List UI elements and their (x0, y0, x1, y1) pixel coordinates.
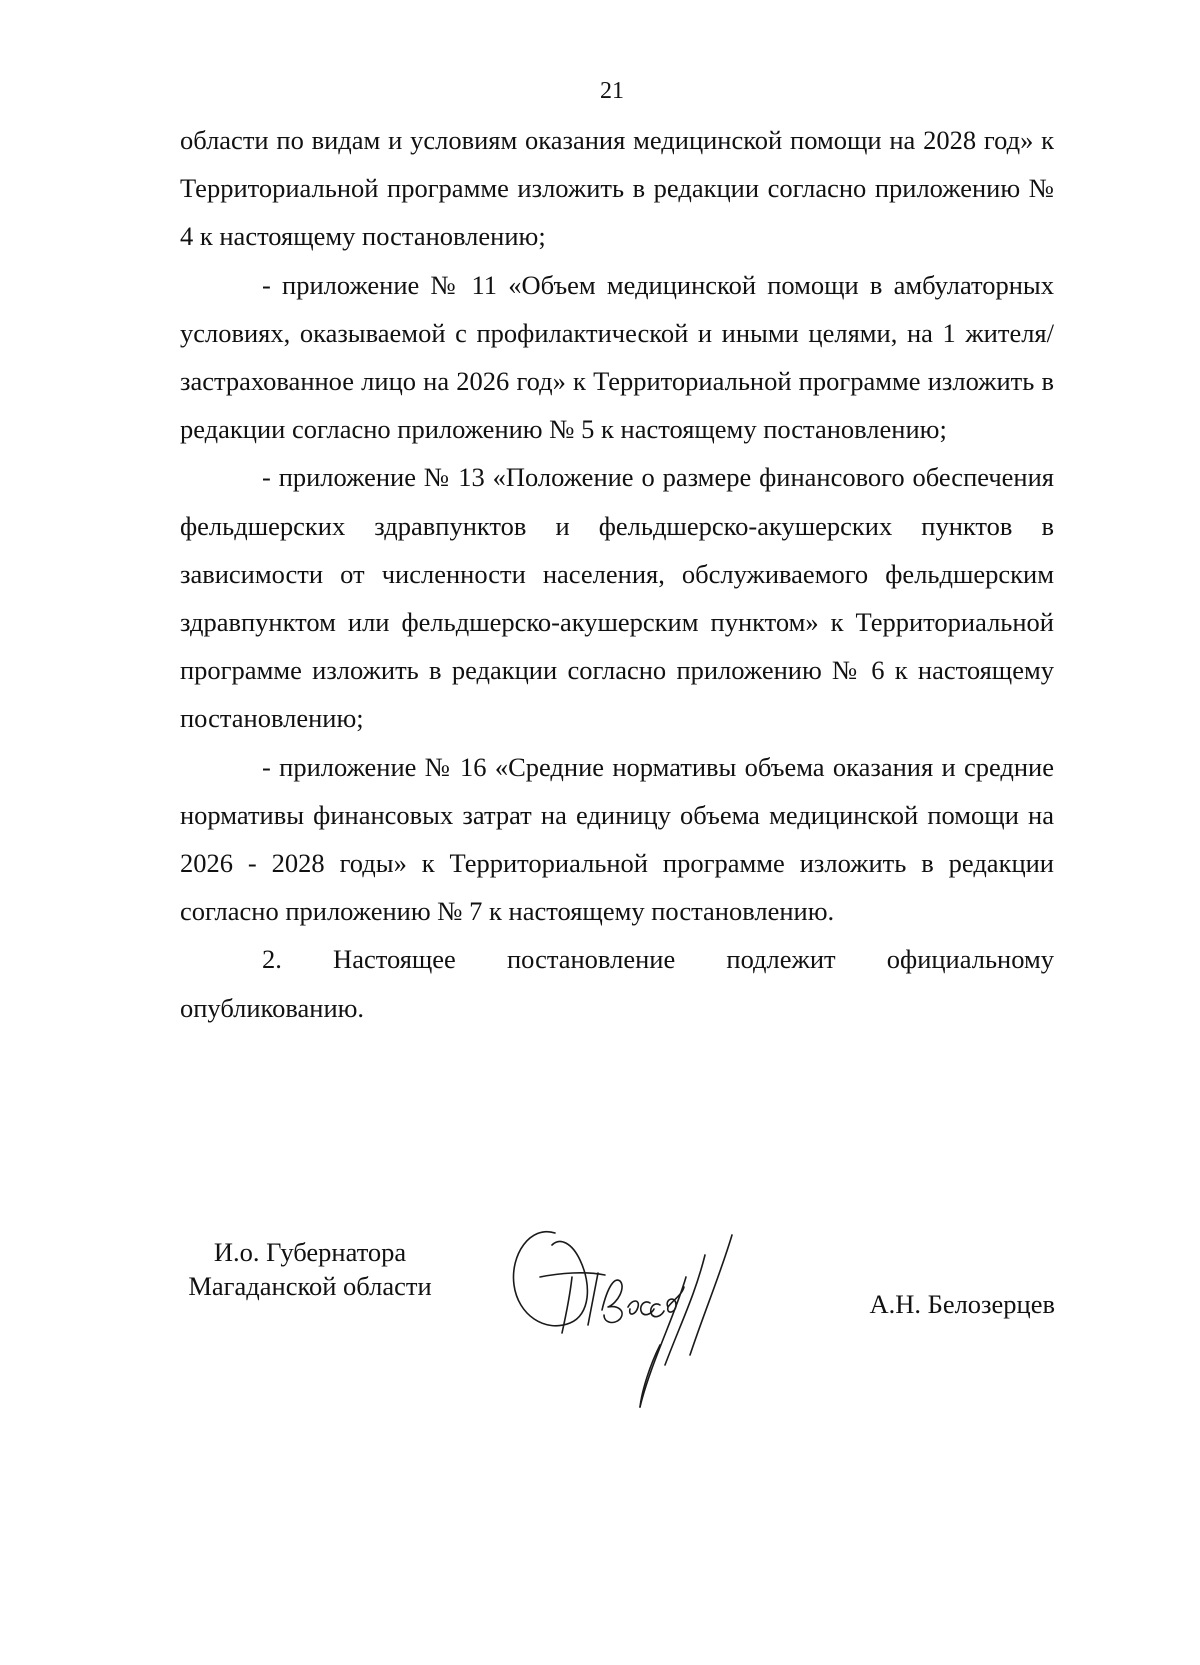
page-number: 21 (600, 78, 624, 104)
signer-position-line-2: Магаданской области (188, 1271, 432, 1301)
handwritten-signature (500, 1215, 790, 1415)
signer-position (180, 1235, 440, 1303)
paragraph-3: - приложение № 13 «Положение о размере финансового обеспечения фельдшерских здравпунктов и фельдшерско-акушерских пунктов в зависимости от численности населения, обслуживаемого фельдшерским здравпунктом или фельдшерско-акушерским пунктом» к Территориальной программе изложить в редакции согласно приложению № 6 к настоящему постановлению; (180, 462, 1054, 734)
signer-position-line-1: И.о. Губернатора (213, 1237, 407, 1267)
signature-block (0, 1235, 1200, 1435)
paragraph-2: - приложение № 11 «Объем медицинской помощи в амбулаторных условиях, оказываемой с профилактической и иными целями, на 1 жителя/застрахованное лицо на 2026 год» к Территориальной программе изложить в редакции согласно приложению № 5 к настоящему постановлению; (180, 269, 1054, 445)
paragraph-1: области по видам и условиям оказания медицинской помощи на 2028 год» к Территориальной программе изложить в редакции согласно приложению № 4 к настоящему постановлению; (180, 125, 1054, 252)
paragraph-4: - приложение № 16 «Средние нормативы объема оказания и средние нормативы финансовых затрат на единицу объема медицинской помощи на 2026 - 2028 годы» к Территориальной программе изложить в редакции согласно приложению № 7 к настоящему постановлению. (180, 751, 1054, 927)
signer-name: А.Н. Белозерцев (869, 1289, 1055, 1319)
document-body (180, 116, 1054, 1032)
paragraph-5: 2. Настоящее постановление подлежит официальному опубликованию. (180, 944, 1054, 1023)
